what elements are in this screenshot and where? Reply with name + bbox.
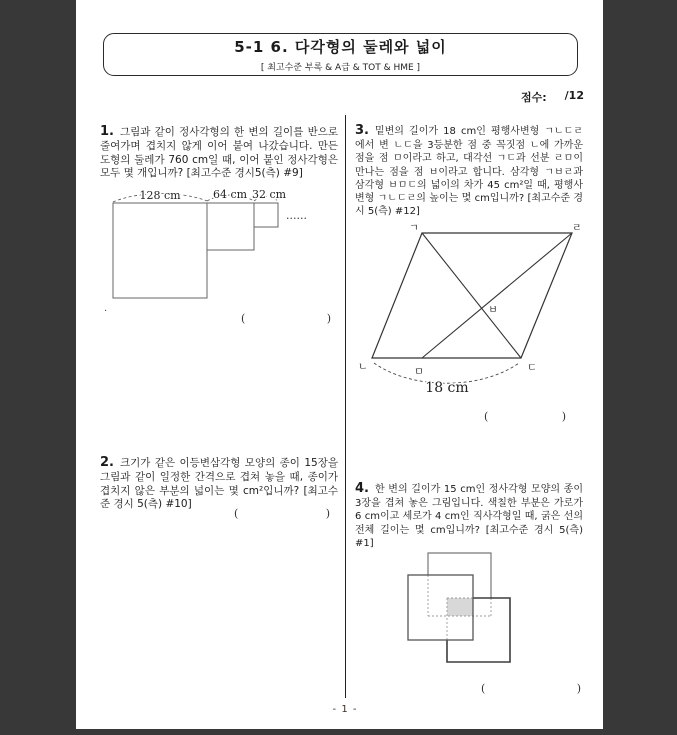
- vertex-label-bottom-right: ㄷ: [527, 363, 537, 374]
- problem-1-number: 1.: [100, 123, 114, 139]
- answer-bracket-3-close: ): [561, 410, 566, 423]
- continuation-dots: ······: [286, 212, 307, 225]
- diagonal-line: [422, 233, 521, 358]
- score-label: 점수:: [521, 91, 547, 104]
- shrinking-squares-diagram: [100, 188, 316, 306]
- answer-bracket-2-close: ): [325, 507, 330, 520]
- answer-bracket-1-open: (: [241, 312, 246, 325]
- point-label-m: ㅁ: [414, 367, 424, 378]
- column-divider: [345, 115, 346, 698]
- problem-1-text: 그림과 같이 정사각형의 한 변의 길이를 반으로 줄여가며 겹치지 않게 이어 붙여 나갔습니다. 만든 도형의 둘레가 760 cm일 때, 이어 붙인 정사각형은 모두 몇 개입니까? [최고수준 경시5(측) #9]: [100, 125, 338, 180]
- answer-bracket-3-open: (: [484, 410, 489, 423]
- problem-1: [100, 123, 338, 182]
- parallelogram-diagram: [354, 220, 588, 402]
- vertex-label-top-right: ㄹ: [572, 223, 582, 234]
- point-label-b: ㅂ: [488, 305, 498, 316]
- square-128-label: 128 cm: [139, 189, 181, 202]
- answer-bracket-4-open: (: [481, 682, 486, 695]
- problem-2-number: 2.: [100, 454, 114, 470]
- square-128: [113, 203, 207, 298]
- square-64: [207, 203, 254, 250]
- score-total: /12: [564, 89, 584, 102]
- page-title: 5-1 6. 다각형의 둘레와 넓이: [234, 38, 447, 56]
- answer-bracket-3: [484, 410, 566, 423]
- problem-2-text: 크기가 같은 이등변삼각형 모양의 종이 15장을 그림과 같이 일정한 간격으로 겹쳐 놓을 때, 종이가 겹치지 않은 부분의 넓이는 몇 cm²입니까? [최고수준 경시 5(측) #10]: [100, 456, 338, 511]
- square-32-label: 32 cm: [251, 188, 287, 201]
- answer-bracket-4: [481, 682, 581, 695]
- answer-bracket-1-close: ): [326, 312, 331, 325]
- page-subtitle: [ 최고수준 부록 & A급 & TOT & HME ]: [260, 63, 421, 73]
- problem-4-text: 한 변의 길이가 15 cm인 정사각형 모양의 종이 3장을 겹쳐 놓은 그림입니다. 색칠한 부분은 가로가 6 cm이고 세로가 4 cm인 직사각형일 때, 굵은 선의 전체 길이는 몇 cm입니까? [최고수준 경시 5(측) #1]: [355, 484, 583, 549]
- problem-3-text: 밑변의 길이가 18 cm인 평행사변형 ㄱㄴㄷㄹ에서 변 ㄴㄷ을 3등분한 점 중 꼭짓점 ㄴ에 가까운 점을 점 ㅁ이라고 하고, 대각선 ㄱㄷ과 선분 ㄹㅁ이 만나는 점을 점 ㅂ이라고 합니다. 삼각형 ㄱㅂㄹ과 삼각형 ㅂㅁㄷ의 넓이의 차가 45 cm²일 때, 평행사변형 ㄱㄴㄷㄹ의 높이는 몇 cm입니까? [최고수준 경시 5(측) #12]: [355, 126, 583, 218]
- title-box: [103, 33, 578, 76]
- vertex-label-bottom-left: ㄴ: [358, 362, 368, 373]
- answer-bracket-4-close: ): [576, 682, 581, 695]
- problem-4-number: 4.: [355, 481, 369, 496]
- segment-line: [422, 233, 572, 358]
- answer-bracket-2-open: (: [234, 507, 239, 520]
- score-row: [521, 89, 671, 105]
- worksheet-page: [76, 0, 603, 729]
- base-length-label: 18 cm: [425, 380, 469, 396]
- problem-3: [355, 122, 583, 218]
- square-32: [254, 203, 278, 227]
- problem-3-number: 3.: [355, 123, 369, 138]
- page-number: - 1 -: [332, 704, 358, 715]
- stray-period: .: [104, 303, 108, 314]
- answer-bracket-2: [234, 507, 330, 520]
- shaded-overlap-region: [447, 598, 473, 616]
- problem-4: [355, 480, 583, 550]
- problem-2: [100, 454, 338, 513]
- vertex-label-top-left: ㄱ: [409, 223, 419, 234]
- square-64-label: 64 cm: [212, 188, 248, 201]
- overlapping-squares-diagram: [401, 545, 521, 665]
- answer-bracket-1: [241, 312, 331, 325]
